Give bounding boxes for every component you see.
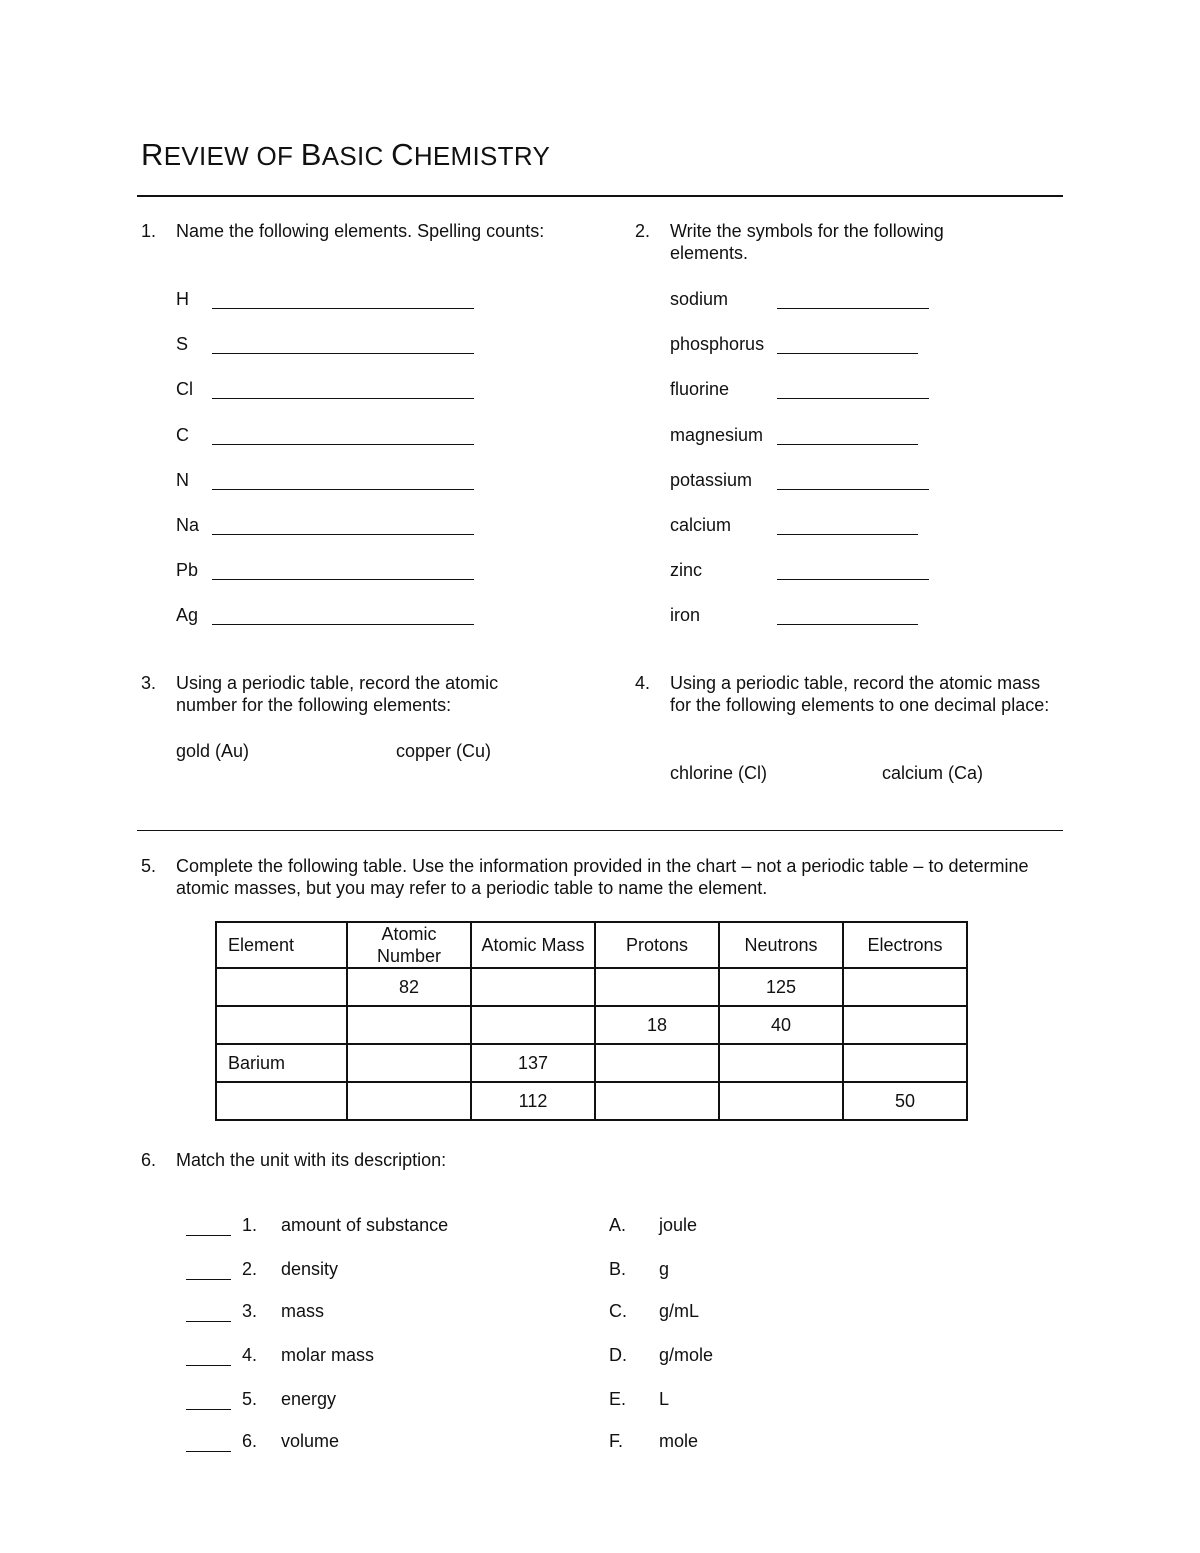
table-cell: 18 — [595, 1006, 719, 1044]
table-cell[interactable] — [216, 968, 347, 1006]
q2-element-name: fluorine — [670, 379, 730, 400]
match-item-number: 1. — [242, 1215, 258, 1235]
q3-item-copper: copper (Cu) — [396, 741, 492, 761]
table-cell[interactable] — [347, 1082, 471, 1120]
q1-answer-line[interactable] — [212, 489, 474, 490]
match-answer-blank[interactable] — [186, 1279, 231, 1280]
table-cell: 40 — [719, 1006, 843, 1044]
q1-element-symbol: C — [176, 424, 189, 445]
q4-text: Using a periodic table, record the atomic mass for the following elements to one decimal place: — [670, 673, 1050, 715]
q1-answer-line[interactable] — [212, 398, 474, 399]
match-item-description: energy — [281, 1389, 337, 1409]
q2-number: 2. — [635, 221, 651, 241]
q1-answer-line[interactable] — [212, 444, 474, 445]
table-header-cell: Atomic Number — [347, 922, 471, 968]
table-cell[interactable] — [347, 1006, 471, 1044]
q5-text: Complete the following table. Use the information provided in the chart – not a periodic table – to determine atomic masses, but you may refer to a periodic table to name the element. — [176, 856, 1029, 898]
table-cell: 112 — [471, 1082, 595, 1120]
q1-number: 1. — [141, 221, 157, 241]
match-answer-blank[interactable] — [186, 1235, 231, 1236]
table-cell[interactable] — [347, 1044, 471, 1082]
q2-answer-line[interactable] — [777, 489, 929, 490]
q1-answer-line[interactable] — [212, 308, 474, 309]
table-cell[interactable] — [719, 1044, 843, 1082]
q1-element-symbol: S — [176, 334, 189, 355]
table-cell[interactable] — [843, 1006, 967, 1044]
q3-text: Using a periodic table, record the atomic number for the following elements: — [176, 673, 499, 715]
match-answer-blank[interactable] — [186, 1451, 231, 1452]
q2-element-name: potassium — [670, 469, 753, 490]
match-unit-name: mole — [659, 1431, 699, 1451]
q4-number: 4. — [635, 673, 651, 693]
match-item-number: 4. — [242, 1345, 258, 1365]
q3-number: 3. — [141, 673, 157, 693]
match-item-description: mass — [281, 1301, 325, 1321]
table-cell[interactable] — [595, 1082, 719, 1120]
q1-answer-line[interactable] — [212, 579, 474, 580]
match-unit-letter: F. — [609, 1431, 624, 1451]
q2-element-name: magnesium — [670, 424, 764, 445]
match-unit-name: L — [659, 1389, 670, 1409]
q4-item-calcium: calcium (Ca) — [882, 763, 984, 783]
match-item-number: 2. — [242, 1259, 258, 1279]
table-cell[interactable] — [595, 1044, 719, 1082]
table-row — [216, 1006, 967, 1044]
table-cell[interactable] — [595, 968, 719, 1006]
q1-element-symbol: H — [176, 289, 189, 309]
table-cell: 137 — [471, 1044, 595, 1082]
match-unit-letter: B. — [609, 1259, 627, 1279]
q1-answer-line[interactable] — [212, 534, 474, 535]
atomic-structure-table — [215, 921, 968, 1121]
table-row — [216, 1082, 967, 1120]
table-cell[interactable] — [843, 968, 967, 1006]
q4-item-chlorine: chlorine (Cl) — [670, 763, 768, 783]
match-item-number: 6. — [242, 1431, 258, 1451]
table-row — [216, 1044, 967, 1082]
match-item-description: molar mass — [281, 1345, 375, 1365]
q1-element-symbol: Na — [176, 515, 200, 535]
table-cell[interactable] — [719, 1082, 843, 1120]
match-answer-blank[interactable] — [186, 1365, 231, 1366]
q2-element-name: sodium — [670, 289, 729, 309]
q2-answer-line[interactable] — [777, 534, 918, 535]
match-item-number: 3. — [242, 1301, 258, 1321]
q1-element-symbol: Ag — [176, 605, 199, 626]
table-header-cell: Protons — [595, 922, 719, 968]
table-row — [216, 968, 967, 1006]
q1-text: Name the following elements. Spelling counts: — [176, 221, 545, 241]
q2-answer-line[interactable] — [777, 624, 918, 625]
match-unit-letter: C. — [609, 1301, 627, 1321]
match-item-number: 5. — [242, 1389, 258, 1409]
match-unit-name: g/mL — [659, 1301, 700, 1321]
table-cell: 82 — [347, 968, 471, 1006]
match-unit-name: g/mole — [659, 1345, 714, 1365]
match-unit-letter: D. — [609, 1345, 627, 1365]
table-cell: 50 — [843, 1082, 967, 1120]
section-divider — [137, 830, 1063, 831]
table-header-cell: Element — [216, 922, 347, 968]
table-header-cell: Neutrons — [719, 922, 843, 968]
table-cell: Barium — [216, 1044, 347, 1082]
match-item-description: amount of substance — [281, 1215, 449, 1235]
q2-element-name: iron — [670, 605, 701, 626]
table-cell: 125 — [719, 968, 843, 1006]
q2-answer-line[interactable] — [777, 444, 918, 445]
q1-answer-line[interactable] — [212, 353, 474, 354]
table-cell[interactable] — [471, 968, 595, 1006]
q5-number: 5. — [141, 856, 157, 876]
q6-text: Match the unit with its description: — [176, 1150, 447, 1170]
match-unit-letter: A. — [609, 1215, 627, 1235]
match-unit-letter: E. — [609, 1389, 627, 1409]
q1-element-symbol: Pb — [176, 560, 199, 581]
table-cell[interactable] — [843, 1044, 967, 1082]
match-item-description: volume — [281, 1431, 340, 1451]
table-cell[interactable] — [216, 1006, 347, 1044]
q2-text: Write the symbols for the following elements. — [670, 221, 944, 263]
table-header-row — [216, 922, 967, 968]
q3-item-gold: gold (Au) — [176, 741, 250, 761]
table-header-cell: Atomic Mass — [471, 922, 595, 968]
match-unit-name: g — [659, 1259, 670, 1279]
q2-element-name: phosphorus — [670, 334, 765, 355]
q1-element-symbol: Cl — [176, 379, 193, 400]
title-divider — [137, 195, 1063, 197]
table-cell[interactable] — [216, 1082, 347, 1120]
match-answer-blank[interactable] — [186, 1321, 231, 1322]
q2-answer-line[interactable] — [777, 579, 929, 580]
q6-number: 6. — [141, 1150, 157, 1170]
table-cell[interactable] — [471, 1006, 595, 1044]
q2-answer-line[interactable] — [777, 398, 929, 399]
q1-answer-line[interactable] — [212, 624, 474, 625]
q2-element-name: calcium — [670, 515, 732, 535]
q2-answer-line[interactable] — [777, 353, 918, 354]
table-header-cell: Electrons — [843, 922, 967, 968]
q1-element-symbol: N — [176, 469, 189, 490]
q2-element-name: zinc — [670, 560, 703, 581]
q2-answer-line[interactable] — [777, 308, 929, 309]
match-unit-name: joule — [659, 1215, 698, 1235]
page-title: REVIEW OF BASIC CHEMISTRY — [141, 137, 551, 172]
match-item-description: density — [281, 1259, 339, 1279]
match-answer-blank[interactable] — [186, 1409, 231, 1410]
